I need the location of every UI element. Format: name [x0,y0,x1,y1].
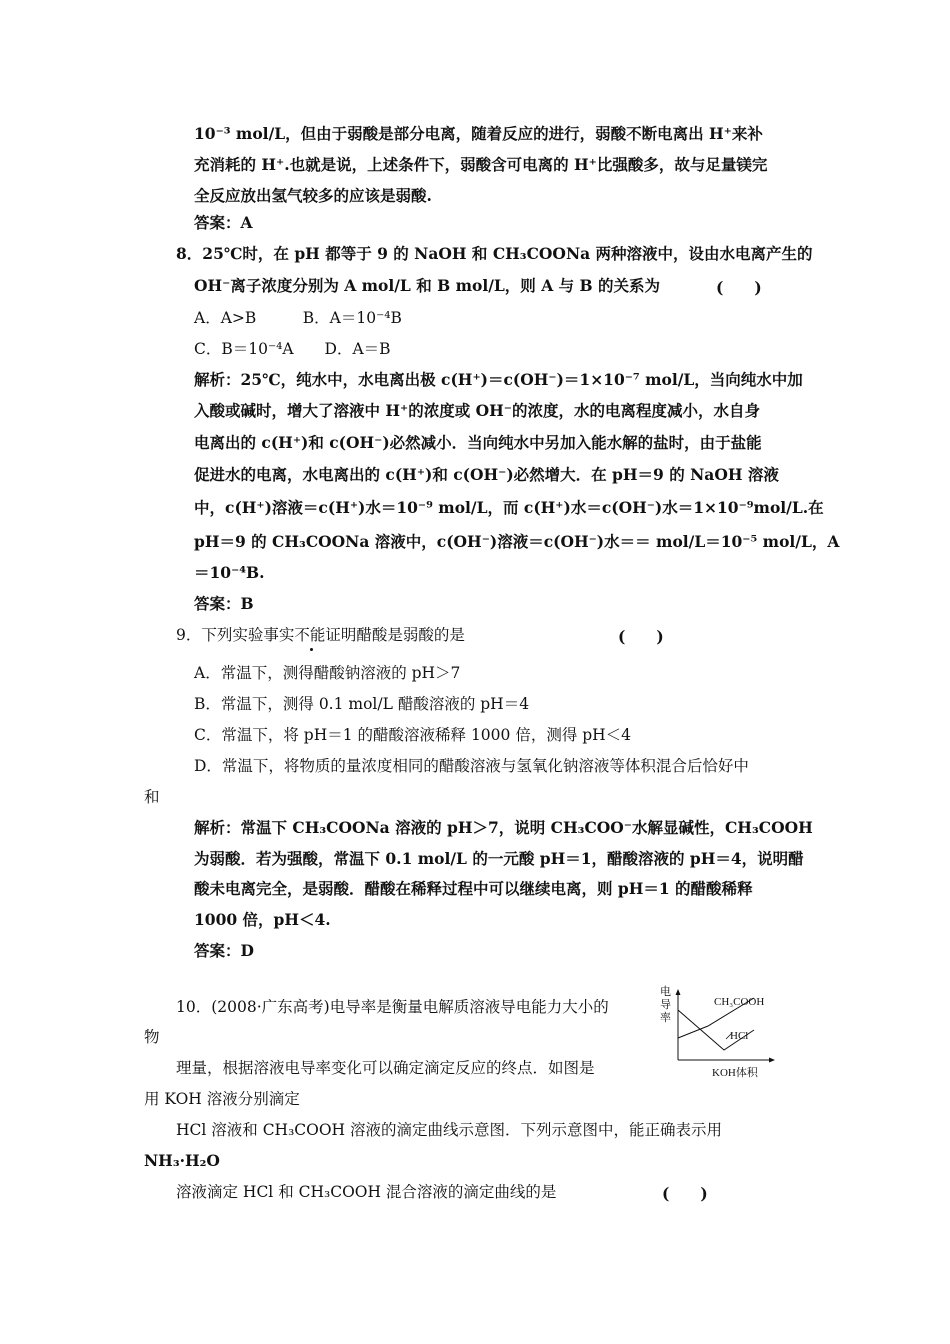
analysis-line: 促进水的电离，水电离出的 c(H⁺)和 c(OH⁻)必然增大．在 pH＝9 的 NaOH 溶液 [194,465,779,484]
question-10-stem: 理量，根据溶液电导率变化可以确定滴定反应的终点．如图是 [176,1059,595,1077]
answer-paren: ( ) [716,278,762,297]
analysis-line: 酸未电离完全，是弱酸．醋酸在稀释过程中可以继续电离，则 pH＝1 的醋酸稀释 [194,879,753,898]
question-10-stem: 物 [144,1028,160,1046]
question-10-stem: HCl 溶液和 CH₃COOH 溶液的滴定曲线示意图．下列示意图中，能正确表示用 [176,1121,722,1139]
emphasis-dot [310,648,313,651]
analysis-line: 电离出的 c(H⁺)和 c(OH⁻)必然减小．当向纯水中另加入能水解的盐时，由于盐能 [194,433,762,452]
analysis-line: 解析：25℃，纯水中，水电离出极 c(H⁺)＝c(OH⁻)＝1×10⁻⁷ mol/L，当向纯水中加 [194,370,803,389]
text-line: 充消耗的 H⁺.也就是说，上述条件下，弱酸含可电离的 H⁺比强酸多，故与足量镁完 [194,155,768,174]
analysis-line: 1000 倍，pH＜4. [194,910,331,929]
ylabel-char: 导 [660,999,671,1011]
text-line: 全反应放出氢气较多的应该是弱酸. [194,186,432,205]
question-8-stem: 8．25℃时，在 pH 都等于 9 的 NaOH 和 CH₃COONa 两种溶液中，设由水电离产生的 [176,244,813,263]
option-line: A．常温下，测得醋酸钠溶液的 pH＞7 [194,664,461,682]
text-line: 10⁻³ mol/L，但由于弱酸是部分电离，随着反应的进行，弱酸不断电离出 H⁺来补 [194,124,763,143]
question-10-stem: 溶液滴定 HCl 和 CH₃COOH 混合溶液的滴定曲线的是 [176,1183,557,1201]
analysis-line: 为弱酸．若为强酸，常温下 0.1 mol/L 的一元酸 pH＝1，醋酸溶液的 pH＝4，说明醋 [194,849,804,868]
answer-line: 答案：B [194,594,254,613]
answer-line: 答案：D [194,941,254,960]
analysis-line: pH＝9 的 CH₃COONa 溶液中，c(OH⁻)溶液＝c(OH⁻)水＝＝ mol/L＝10⁻⁵ mol/L，A [194,532,840,551]
analysis-line: ＝10⁻⁴B. [194,563,265,582]
curve-label-hcl: HCl [730,1030,749,1042]
option-line: D．常温下，将物质的量浓度相同的醋酸溶液与氢氧化钠溶液等体积混合后恰好中 [194,757,749,775]
option-line: B．常温下，测得 0.1 mol/L 醋酸溶液的 pH＝4 [194,695,530,713]
ylabel-char: 电 [660,986,671,998]
analysis-line: 入酸或碱时，增大了溶液中 H⁺的浓度或 OH⁻的浓度，水的电离程度减小，水自身 [194,401,760,420]
question-8-stem: OH⁻离子浓度分别为 A mol/L 和 B mol/L，则 A 与 B 的关系为 [194,276,661,295]
option-line: C．B＝10⁻⁴A D．A＝B [194,340,391,358]
question-10-stem: NH₃·H₂O [144,1151,220,1170]
option-line: 和 [144,788,160,806]
x-axis-arrow [769,1058,775,1063]
answer-paren: ( ) [618,627,664,646]
answer-line: 答案：A [194,213,253,232]
analysis-line: 解析：常温下 CH₃COONa 溶液的 pH＞7，说明 CH₃COO⁻水解显碱性，CH₃COOH [194,818,813,837]
question-10-stem: 用 KOH 溶液分别滴定 [144,1090,300,1108]
ylabel-char: 率 [660,1012,671,1024]
option-line: C．常温下，将 pH＝1 的醋酸溶液稀释 1000 倍，测得 pH＜4 [194,726,632,744]
x-axis-label: KOH体积 [712,1067,758,1079]
curve-label-acetic: CH₃COOH [714,996,765,1008]
y-axis-arrow [676,989,681,995]
option-line: A．A>B B．A＝10⁻⁴B [194,309,402,327]
analysis-line: 中，c(H⁺)溶液＝c(H⁺)水＝10⁻⁹ mol/L，而 c(H⁺)水＝c(OH⁻)水＝1×10⁻⁹mol/L.在 [194,498,824,517]
conductivity-titration-figure [656,984,786,1084]
answer-paren: ( ) [662,1184,708,1203]
question-9-stem: 9．下列实验事实不能证明醋酸是弱酸的是 [176,626,465,644]
question-10-stem: 10．(2008·广东高考)电导率是衡量电解质溶液导电能力大小的 [176,998,609,1016]
